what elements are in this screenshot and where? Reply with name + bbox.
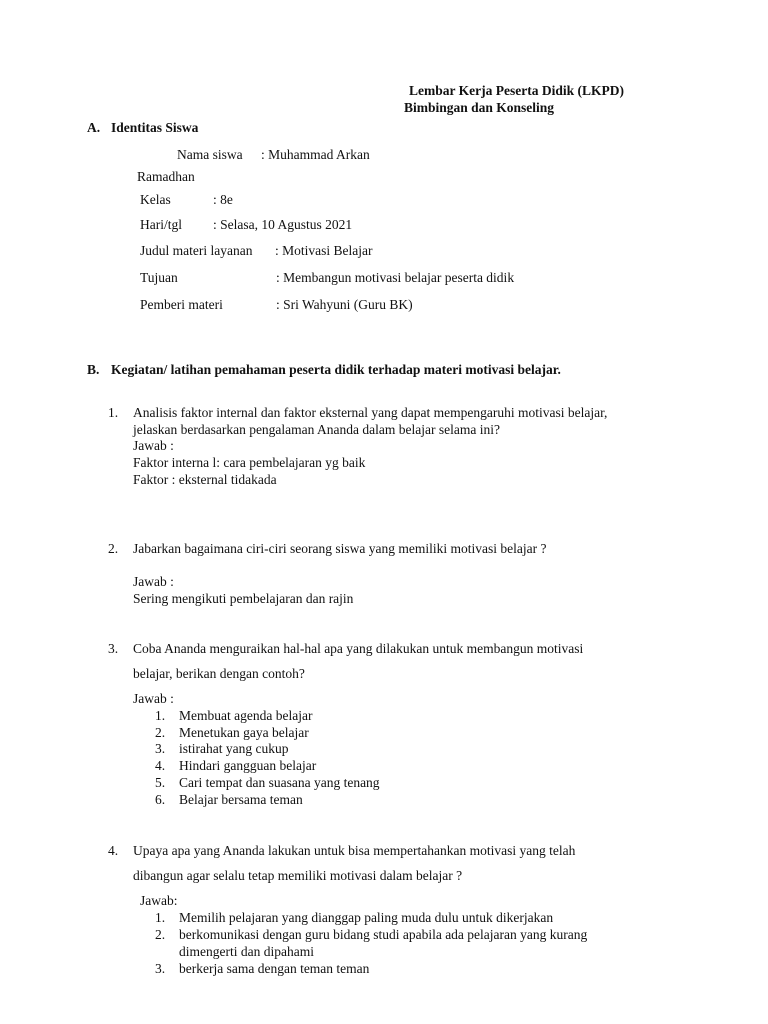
question-1-text-cont: jelaskan berdasarkan pengalaman Ananda dalam belajar selama ini? [133,422,500,437]
list-item-number: 1. [155,910,166,925]
list-item-number: 2. [155,927,166,942]
judul-value: : Motivasi Belajar [275,243,373,258]
list-item: Hindari gangguan belajar [179,758,317,773]
question-3-text: Coba Ananda menguraikan hal-hal apa yang dilakukan untuk membangun motivasi [133,641,584,656]
question-2-text: Jabarkan bagaimana ciri-ciri seorang siswa yang memiliki motivasi belajar ? [133,541,547,556]
kelas-label: Kelas [140,192,171,207]
question-1-number: 1. [108,405,119,420]
question-3-jawab: Jawab : [133,691,174,706]
question-1-jawab: Jawab : [133,438,174,453]
list-item-number: 1. [155,708,166,723]
list-item: istirahat yang cukup [179,741,289,756]
document-title: Lembar Kerja Peserta Didik (LKPD) [409,83,624,98]
list-item: Cari tempat dan suasana yang tenang [179,775,380,790]
question-4-number: 4. [108,843,119,858]
list-item-number: 2. [155,725,166,740]
question-1-answer: Faktor interna l: cara pembelajaran yg baik [133,455,366,470]
list-item-number: 3. [155,741,166,756]
hari-value: : Selasa, 10 Agustus 2021 [213,217,353,232]
question-2-answer: Sering mengikuti pembelajaran dan rajin [133,591,354,606]
section-a-marker: A. [87,120,101,135]
nama-label: Nama siswa [177,147,243,162]
tujuan-value: : Membangun motivasi belajar peserta didik [276,270,515,285]
question-2-number: 2. [108,541,119,556]
section-a-title: Identitas Siswa [111,120,199,135]
list-item: Memilih pelajaran yang dianggap paling muda dulu untuk dikerjakan [179,910,554,925]
pemberi-label: Pemberi materi [140,297,223,312]
nama-value-cont: Ramadhan [137,169,195,184]
list-item: Menetukan gaya belajar [179,725,309,740]
list-item: Belajar bersama teman [179,792,303,807]
nama-value: : Muhammad Arkan [261,147,370,162]
section-b-marker: B. [87,362,100,377]
list-item-number: 5. [155,775,166,790]
document-subtitle: Bimbingan dan Konseling [404,100,555,115]
question-4-text: Upaya apa yang Ananda lakukan untuk bisa mempertahankan motivasi yang telah [133,843,576,858]
list-item-number: 6. [155,792,166,807]
kelas-value: : 8e [213,192,233,207]
question-1-answer: Faktor : eksternal tidakada [133,472,277,487]
list-item-number: 3. [155,961,166,976]
hari-label: Hari/tgl [140,217,182,232]
question-4-jawab: Jawab: [140,893,178,908]
tujuan-label: Tujuan [140,270,178,285]
question-3-number: 3. [108,641,119,656]
question-4-text-cont: dibangun agar selalu tetap memiliki motivasi dalam belajar ? [133,868,463,883]
list-item: berkomunikasi dengan guru bidang studi apabila ada pelajaran yang kurang [179,927,588,942]
pemberi-value: : Sri Wahyuni (Guru BK) [276,297,413,312]
judul-label: Judul materi layanan [140,243,253,258]
question-2-jawab: Jawab : [133,574,174,589]
list-item: berkerja sama dengan teman teman [179,961,370,976]
question-3-text-cont: belajar, berikan dengan contoh? [133,666,305,681]
list-item-number: 4. [155,758,166,773]
list-item: Membuat agenda belajar [179,708,313,723]
section-b-title: Kegiatan/ latihan pemahaman peserta didik terhadap materi motivasi belajar. [111,362,561,377]
list-item-cont: dimengerti dan dipahami [179,944,314,959]
question-1-text: Analisis faktor internal dan faktor eksternal yang dapat mempengaruhi motivasi belajar, [133,405,608,420]
